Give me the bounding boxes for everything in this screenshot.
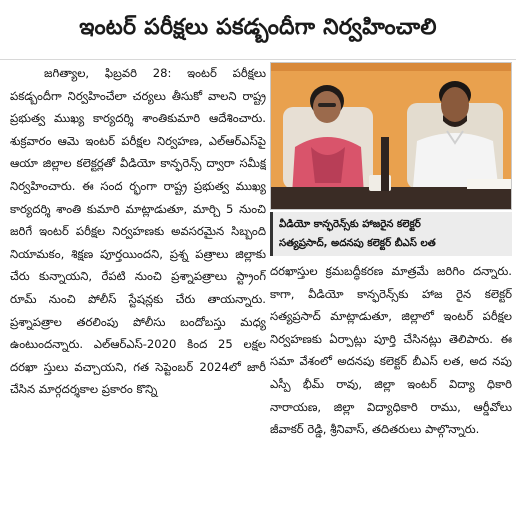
photo-wall-top: [271, 63, 512, 71]
news-photo: [270, 62, 512, 210]
article-text-right-block: [270, 260, 512, 441]
desk: [271, 187, 512, 210]
article-text-right: దరఖాస్తుల క్రమబద్ధీకరణ మాత్రమే జరిగిం దన్నారు. కాగా, వీడియో కాన్ఫరెన్స్‌కు హాజ రైన కలెక్టర్ సత్యప్రసాద్ మాట్లాడుతూ, జిల్లాలో ఇంటర్ పరీక్షల నిర్వహణకు ఏర్పాట్లు పూర్తి చేసినట్లు తెలిపారు. ఈ సమా వేశంలో అదనపు కలెక్టర్ బీఎస్ లత, అద నపు ఎస్పీ భీమ్ రావు, జిల్లా ఇంటర్ విద్యా ధికారి నారాయణ, జిల్లా విద్యాధికారి రాము, ఆర్డీవోలు జీవాకర్ రెడ్డి, శ్రీనివాస్, తదితరులు పాల్గొన్నారు.: [270, 264, 512, 437]
photo-illustration: [271, 63, 512, 210]
headline: ఇంటర్ పరీక్షలు పకడ్బందీగా నిర్వహించాలి: [0, 0, 516, 60]
article-column-right: [270, 62, 512, 502]
article-column-left: [10, 62, 266, 502]
desk-papers: [467, 179, 511, 189]
article-text-left: జగిత్యాల, ఫిబ్రవరి 28: ఇంటర్ పరీక్షలు పకడ్బందీగా నిర్వహించేలా చర్యలు తీసుకో వాలని రాష్ట్ర ప్రభుత్వ ముఖ్య కార్యదర్శి శాంతికుమారి ఆదేశించారు. శుక్రవారం ఆమె ఇంటర్ పరీక్షల నిర్వహణ, ఎల్ఆర్ఎస్‌పై ఆయా జిల్లాల కలెక్టర్లతో వీడియో కాన్ఫరెన్స్ ద్వారా సమీక్ష నిర్వహించారు. ఈ సంద ర్భంగా రాష్ట్ర ప్రభుత్వ ముఖ్య కార్యదర్శి శాంతి కుమారి మాట్లాడుతూ, మార్చి 5 నుంచి జరిగే ఇంటర్ పరీక్షల నిర్వహణకు అవసరమైన సిబ్బంది నియామకం, శిక్షణ పూర్తయిందని, ప్రశ్న పత్రాలు జిల్లాకు చేరు కున్నాయని, రేపటి నుంచి ప్రశ్నాపత్రాలు స్ట్రాంగ్ రూమ్ నుంచి పోలీస్ స్టేషన్లకు చేరు తాయన్నారు. ప్రశ్నాపత్రాల తరలింపు పోలీసు బందోబస్తు మధ్య ఉంటుందన్నారు. ఎల్ఆర్ఎస్-2020 కింద 25 లక్షల దరఖా స్తులు వచ్చాయని, గత సెప్టెంబర్ 2024లో జారీ చేసిన మార్గదర్శకాల ప్రకారం కొన్ని: [10, 66, 266, 397]
woman-glasses: [318, 103, 336, 107]
desk-mic: [381, 137, 389, 191]
caption-line-1: వీడియో కాన్ఫరెన్స్‌కు హాజరైన కలెక్టర్: [279, 219, 421, 230]
caption-line-2: సత్యప్రసాద్, అదనపు కలెక్టర్ బీఎస్ లత: [279, 238, 436, 249]
photo-caption: [270, 212, 512, 256]
